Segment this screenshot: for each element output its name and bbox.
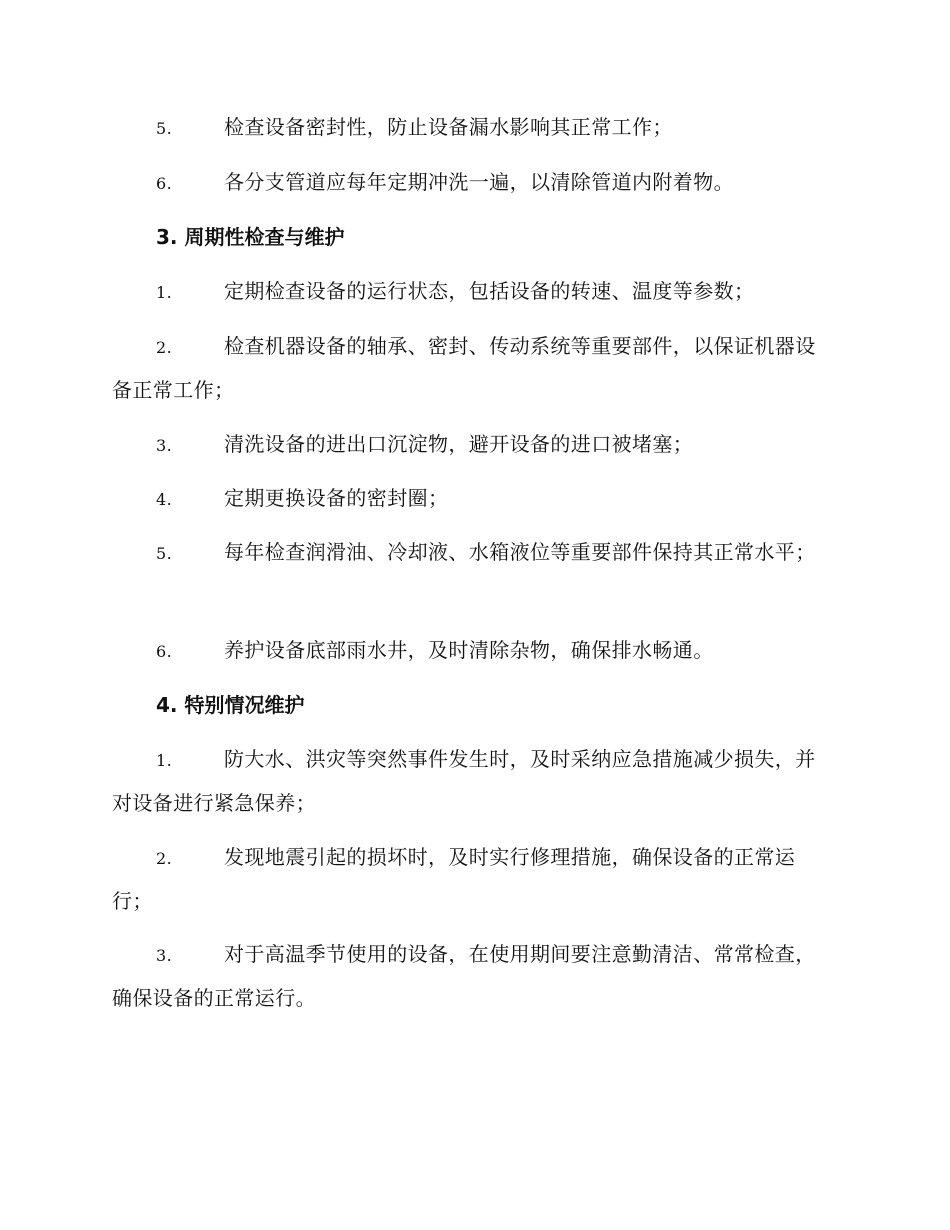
list-item-number: 2.: [156, 849, 173, 868]
list-item-text: 定期更换设备的密封圈；: [224, 486, 449, 510]
list-item-text: 每年检查润滑油、冷却液、水箱液位等重要部件保持其正常水平；: [224, 540, 816, 564]
list-item: [112, 325, 834, 411]
list-item-text: 养护设备底部雨水井，及时清除杂物，确保排水畅通。: [224, 638, 714, 662]
section-heading: 4. 特别情况维护: [156, 693, 305, 717]
list-item-number: 5.: [156, 119, 173, 138]
list-item-number: 4.: [156, 490, 173, 509]
section-heading: 3. 周期性检查与维护: [156, 225, 345, 249]
list-item: [112, 423, 834, 467]
list-item-text: 定期检查设备的运行状态，包括设备的转速、温度等参数；: [224, 279, 755, 303]
list-item: [112, 629, 834, 673]
list-item-number: 2.: [156, 338, 173, 357]
list-item-number: 1.: [156, 283, 173, 302]
list-item-number: 5.: [156, 544, 173, 563]
list-item: [112, 933, 834, 1019]
list-item-text: 防大水、洪灾等突然事件发生时，及时采纳应急措施减少损失，并对设备进行紧急保养；: [112, 747, 816, 815]
list-item: [112, 270, 834, 314]
list-item-number: 3.: [156, 436, 173, 455]
list-item: [112, 161, 834, 205]
list-item: [112, 106, 834, 150]
list-item-number: 1.: [156, 751, 173, 770]
list-item-number: 3.: [156, 946, 173, 965]
list-item: [112, 738, 834, 824]
list-item: [112, 836, 834, 922]
list-item-number: 6.: [156, 642, 173, 661]
list-item-text: 检查设备密封性，防止设备漏水影响其正常工作；: [224, 115, 673, 139]
list-item-text: 清洗设备的进出口沉淀物，避开设备的进口被堵塞；: [224, 432, 694, 456]
list-item-text: 各分支管道应每年定期冲洗一遍，以清除管道内附着物。: [224, 170, 734, 194]
list-item-text: 检查机器设备的轴承、密封、传动系统等重要部件，以保证机器设备正常工作；: [112, 334, 816, 402]
list-item-text: 对于高温季节使用的设备，在使用期间要注意勤清洁、常常检查，确保设备的正常运行。: [112, 942, 816, 1010]
list-item-text: 发现地震引起的损坏时，及时实行修理措施，确保设备的正常运行；: [112, 845, 796, 913]
list-item: [112, 477, 834, 521]
list-item-number: 6.: [156, 174, 173, 193]
list-item: [112, 531, 834, 575]
